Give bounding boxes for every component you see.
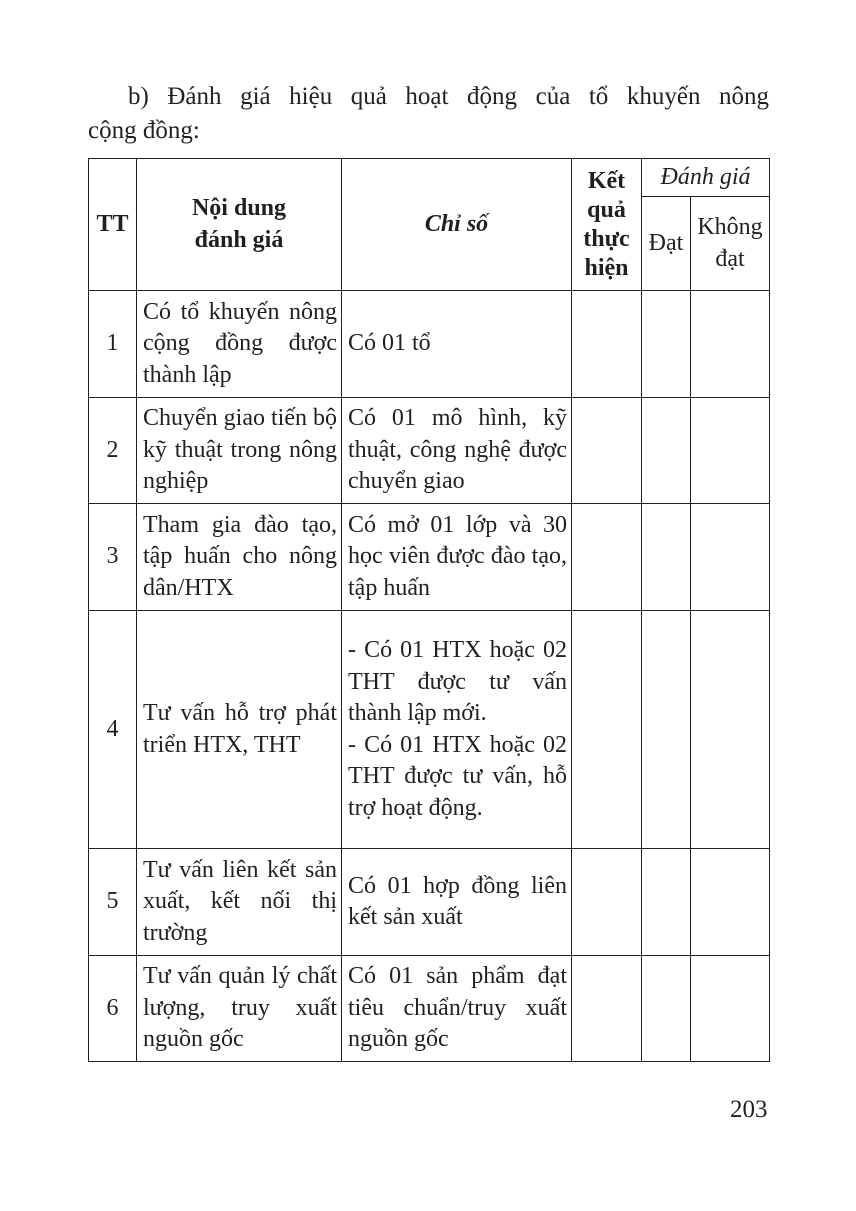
row-content: Có tổ khuyến nông cộng đồng được thành lập bbox=[137, 291, 342, 398]
row-fail-cell bbox=[691, 611, 770, 849]
header-indicator: Chỉ số bbox=[342, 159, 572, 291]
row-content: Chuyển giao tiến bộ kỹ thuật trong nông nghiệp bbox=[137, 398, 342, 504]
row-fail-cell bbox=[691, 849, 770, 956]
row-content: Tham gia đào tạo, tập huấn cho nông dân/HTX bbox=[137, 504, 342, 611]
row-result-cell bbox=[572, 504, 642, 611]
row-indicator: Có 01 sản phẩm đạt tiêu chuẩn/truy xuất nguồn gốc bbox=[342, 956, 572, 1062]
page-number: 203 bbox=[730, 1096, 768, 1123]
row-number: 3 bbox=[89, 504, 137, 611]
table-row bbox=[89, 291, 770, 398]
row-number: 1 bbox=[89, 291, 137, 398]
row-content: Tư vấn hỗ trợ phát triển HTX, THT bbox=[137, 611, 342, 849]
row-number: 6 bbox=[89, 956, 137, 1062]
header-content: Nội dung đánh giá bbox=[137, 159, 342, 291]
row-number: 5 bbox=[89, 849, 137, 956]
row-result-cell bbox=[572, 398, 642, 504]
row-pass-cell bbox=[642, 398, 691, 504]
table-row bbox=[89, 398, 770, 504]
table-row bbox=[89, 611, 770, 849]
row-result-cell bbox=[572, 291, 642, 398]
header-evaluation: Đánh giá bbox=[642, 159, 770, 197]
row-indicator bbox=[342, 611, 572, 849]
row-result-cell bbox=[572, 849, 642, 956]
header-pass: Đạt bbox=[642, 197, 691, 291]
row-content: Tư vấn quản lý chất lượng, truy xuất nguồn gốc bbox=[137, 956, 342, 1062]
row-pass-cell bbox=[642, 611, 691, 849]
table-row bbox=[89, 504, 770, 611]
row-content: Tư vấn liên kết sản xuất, kết nối thị trường bbox=[137, 849, 342, 956]
row-indicator: Có 01 tổ bbox=[342, 291, 572, 398]
header-fail: Không đạt bbox=[691, 197, 770, 291]
intro-paragraph bbox=[88, 80, 769, 148]
intro-line-1: b) Đánh giá hiệu quả hoạt động của tổ khuyến nông bbox=[128, 83, 769, 110]
intro-line-2: cộng đồng: bbox=[88, 117, 200, 144]
row-result-cell bbox=[572, 956, 642, 1062]
row-pass-cell bbox=[642, 956, 691, 1062]
header-result: Kết quả thực hiện bbox=[572, 159, 642, 291]
row-indicator: Có 01 mô hình, kỹ thuật, công nghệ được chuyển giao bbox=[342, 398, 572, 504]
row-fail-cell bbox=[691, 398, 770, 504]
indicator-item-1: - Có 01 HTX hoặc 02 THT được tư vấn thành lập mới. bbox=[348, 637, 567, 726]
row-fail-cell bbox=[691, 291, 770, 398]
indicator-item-2: - Có 01 HTX hoặc 02 THT được tư vấn, hỗ trợ hoạt động. bbox=[348, 731, 567, 821]
row-indicator: Có mở 01 lớp và 30 học viên được đào tạo, tập huấn bbox=[342, 504, 572, 611]
row-number: 4 bbox=[89, 611, 137, 849]
row-result-cell bbox=[572, 611, 642, 849]
row-number: 2 bbox=[89, 398, 137, 504]
row-fail-cell bbox=[691, 504, 770, 611]
table-row bbox=[89, 849, 770, 956]
row-pass-cell bbox=[642, 849, 691, 956]
header-tt: TT bbox=[89, 159, 137, 291]
evaluation-table bbox=[88, 158, 770, 1062]
row-indicator: Có 01 hợp đồng liên kết sản xuất bbox=[342, 849, 572, 956]
header-row-1 bbox=[89, 159, 770, 197]
row-fail-cell bbox=[691, 956, 770, 1062]
row-pass-cell bbox=[642, 291, 691, 398]
table-row bbox=[89, 956, 770, 1062]
row-pass-cell bbox=[642, 504, 691, 611]
